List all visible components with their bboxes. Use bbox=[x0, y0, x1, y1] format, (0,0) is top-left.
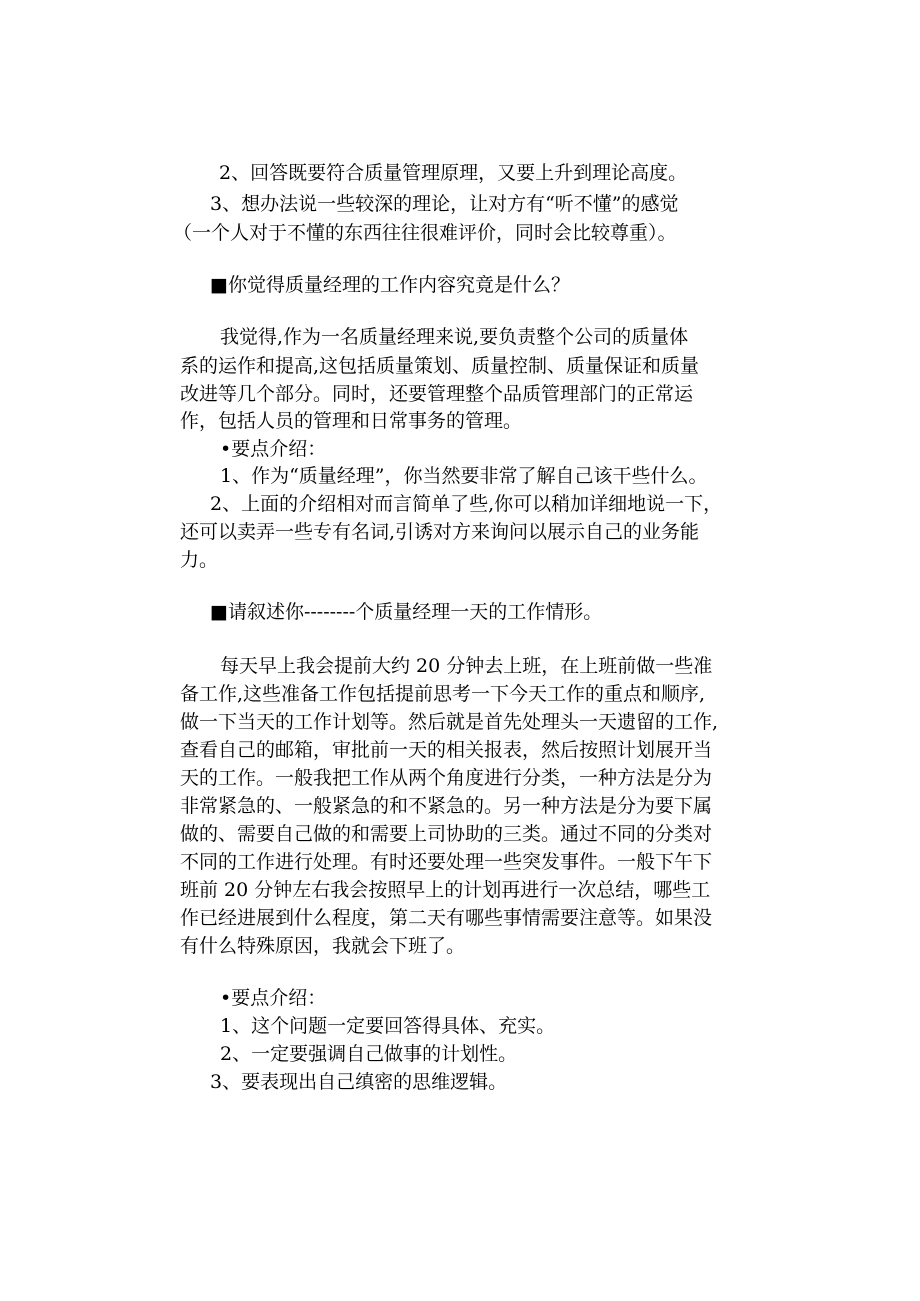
question-2-answer-line: 做的、需要自己做的和需要上司协助的三类。通过不同的分类对 bbox=[180, 823, 713, 845]
intro-tip-2: 2、回答既要符合质量管理原理，又要上升到理论高度。 bbox=[219, 162, 688, 184]
question-2-key-point-1: 1、这个问题一定要回答得具体、充实。 bbox=[220, 1015, 556, 1037]
question-1-answer-line: 系的运作和提高,这包括质量策划、质量控制、质量保证和质量 bbox=[180, 355, 700, 377]
question-2-answer-line: 做一下当天的工作计划等。然后就是首先处理头一天遗留的工作, bbox=[180, 711, 719, 733]
question-2-answer-line: 不同的工作进行处理。有时还要处理一些突发事件。一般下午下 bbox=[180, 851, 713, 873]
question-2-key-points-label: •要点介绍： bbox=[220, 987, 327, 1009]
question-1-key-point-2-line: 还可以卖弄一些专有名词,引诱对方来询问以展示自己的业务能 bbox=[180, 521, 700, 543]
question-2-key-point-2: 2、一定要强调自己做事的计划性。 bbox=[220, 1043, 518, 1065]
question-1-answer-line: 我觉得,作为一名质量经理来说,要负责整个公司的质量体 bbox=[220, 326, 689, 348]
question-2-answer-line: 作已经进展到什么程度，第二天有哪些事情需要注意等。如果没 bbox=[180, 907, 713, 929]
question-1-key-point-2-line: 2、上面的介绍相对而言简单了些,你可以稍加详细地说一下， bbox=[210, 493, 723, 515]
intro-tip-3-line-1: 3、想办法说一些较深的理论，让对方有“听不懂”的感觉 bbox=[210, 193, 679, 215]
question-2-answer-line: 查看自己的邮箱，审批前一天的相关报表，然后按照计划展开当 bbox=[180, 739, 713, 761]
question-2-answer-line: 有什么特殊原因，我就会下班了。 bbox=[180, 935, 466, 957]
question-2-answer-line: 班前 20 分钟左右我会按照早上的计划再进行一次总结，哪些工 bbox=[180, 879, 711, 901]
intro-tip-3-line-2: （一个人对于不懂的东西往往很难评价，同时会比较尊重）。 bbox=[173, 222, 677, 244]
question-1-heading: ■你觉得质量经理的工作内容究竟是什么？ bbox=[210, 274, 570, 296]
question-2-answer-line: 天的工作。一般我把工作从两个角度进行分类，一种方法是分为 bbox=[180, 767, 713, 789]
question-2-answer-line: 非常紧急的、一般紧急的和不紧急的。另一种方法是分为要下属 bbox=[180, 795, 713, 817]
question-1-key-point-1: 1、作为“质量经理”，你当然要非常了解自己该干些什么。 bbox=[220, 465, 708, 487]
question-1-answer-line: 作，包括人员的管理和日常事务的管理。 bbox=[180, 410, 523, 432]
question-1-key-point-2-line: 力。 bbox=[180, 549, 219, 571]
question-2-answer-line: 备工作,这些准备工作包括提前思考一下今天工作的重点和顺序, bbox=[180, 683, 706, 705]
question-2-key-point-3: 3、要表现出自己缜密的思维逻辑。 bbox=[210, 1071, 508, 1093]
question-2-heading: ■请叙述你--------个质量经理一天的工作情形。 bbox=[210, 601, 603, 623]
question-1-answer-line: 改进等几个部分。同时，还要管理整个品质管理部门的正常运 bbox=[180, 383, 694, 405]
question-2-answer-line: 每天早上我会提前大约 20 分钟去上班，在上班前做一些准 bbox=[220, 655, 713, 677]
question-1-key-points-label: •要点介绍： bbox=[220, 438, 327, 460]
